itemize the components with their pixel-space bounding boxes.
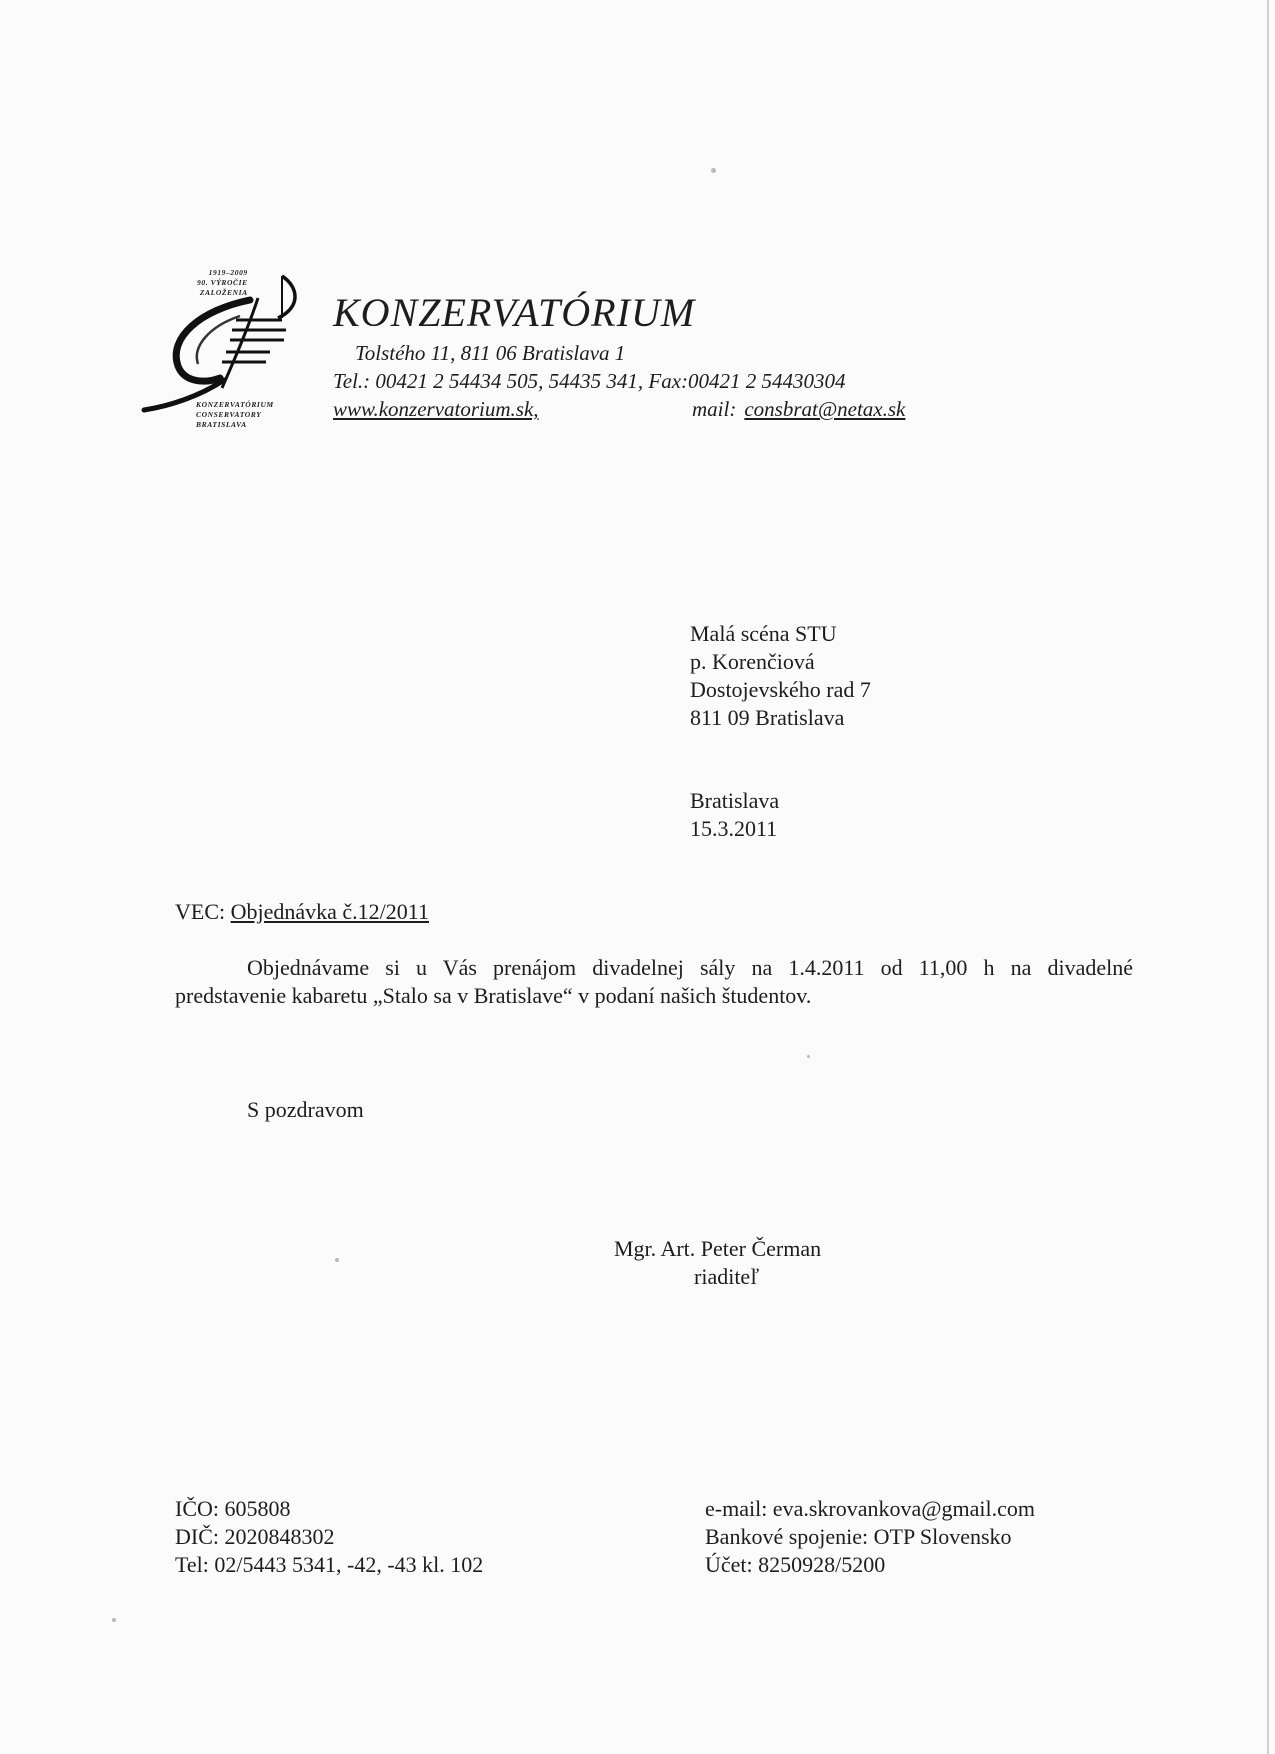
footer-account: Účet: 8250928/5200 xyxy=(705,1552,886,1577)
logo-caption-bottom: KONZERVATÓRIUM CONSERVATORY BRATISLAVA xyxy=(196,400,274,429)
place: Bratislava xyxy=(690,788,780,813)
website-link[interactable]: www.konzervatorium.sk, xyxy=(333,397,539,421)
body-paragraph xyxy=(175,954,1133,1010)
institution-phone: Tel.: 00421 2 54434 505, 54435 341, Fax:00421 2 54430304 xyxy=(333,369,846,393)
footer-dic: DIČ: 2020848302 xyxy=(175,1524,335,1549)
subject-label: VEC: xyxy=(175,899,231,924)
date: 15.3.2011 xyxy=(690,816,778,841)
greeting: S pozdravom xyxy=(247,1097,364,1122)
body-line: predstavenie kabaretu „Stalo sa v Bratislave“ v podaní našich študentov. xyxy=(175,983,812,1008)
subject-line xyxy=(175,898,429,926)
footer-company-ids xyxy=(175,1495,483,1579)
scan-speck xyxy=(807,1055,810,1058)
footer-ico: IČO: 605808 xyxy=(175,1496,291,1521)
mail-link[interactable]: consbrat@netax.sk xyxy=(744,397,906,421)
scan-speck xyxy=(112,1618,116,1622)
recipient-line: Dostojevského rad 7 xyxy=(690,677,871,702)
scan-speck xyxy=(711,168,716,173)
mail-label: mail: xyxy=(692,397,737,421)
recipient-address xyxy=(690,620,871,732)
scan-speck xyxy=(335,1258,339,1262)
footer-bank: Bankové spojenie: OTP Slovensko xyxy=(705,1524,1012,1549)
institution-name: KONZERVATÓRIUM xyxy=(333,290,696,335)
recipient-line: 811 09 Bratislava xyxy=(690,705,845,730)
place-date xyxy=(690,787,779,843)
body-line: Objednávame si u Vás prenájom divadelnej sály na 1.4.2011 od 11,00 h na divadelné xyxy=(247,955,1133,980)
footer-tel: Tel: 02/5443 5341, -42, -43 kl. 102 xyxy=(175,1552,484,1577)
logo-caption-top: 1919–2009 90. VÝROČIE ZALOŽENIA xyxy=(197,268,248,297)
subject-reference: Objednávka č.12/2011 xyxy=(230,899,429,924)
recipient-line: p. Korenčiová xyxy=(690,649,815,674)
signatory-role: riaditeľ xyxy=(694,1264,760,1289)
institution-address: Tolstého 11, 811 06 Bratislava 1 xyxy=(355,341,626,365)
footer-contact-bank xyxy=(705,1495,1035,1579)
signatory-name: Mgr. Art. Peter Čerman xyxy=(614,1236,822,1261)
institution-mail xyxy=(692,396,905,422)
page-edge xyxy=(1267,0,1269,1754)
recipient-line: Malá scéna STU xyxy=(690,621,837,646)
footer-email: e-mail: eva.skrovankova@gmail.com xyxy=(705,1496,1035,1521)
